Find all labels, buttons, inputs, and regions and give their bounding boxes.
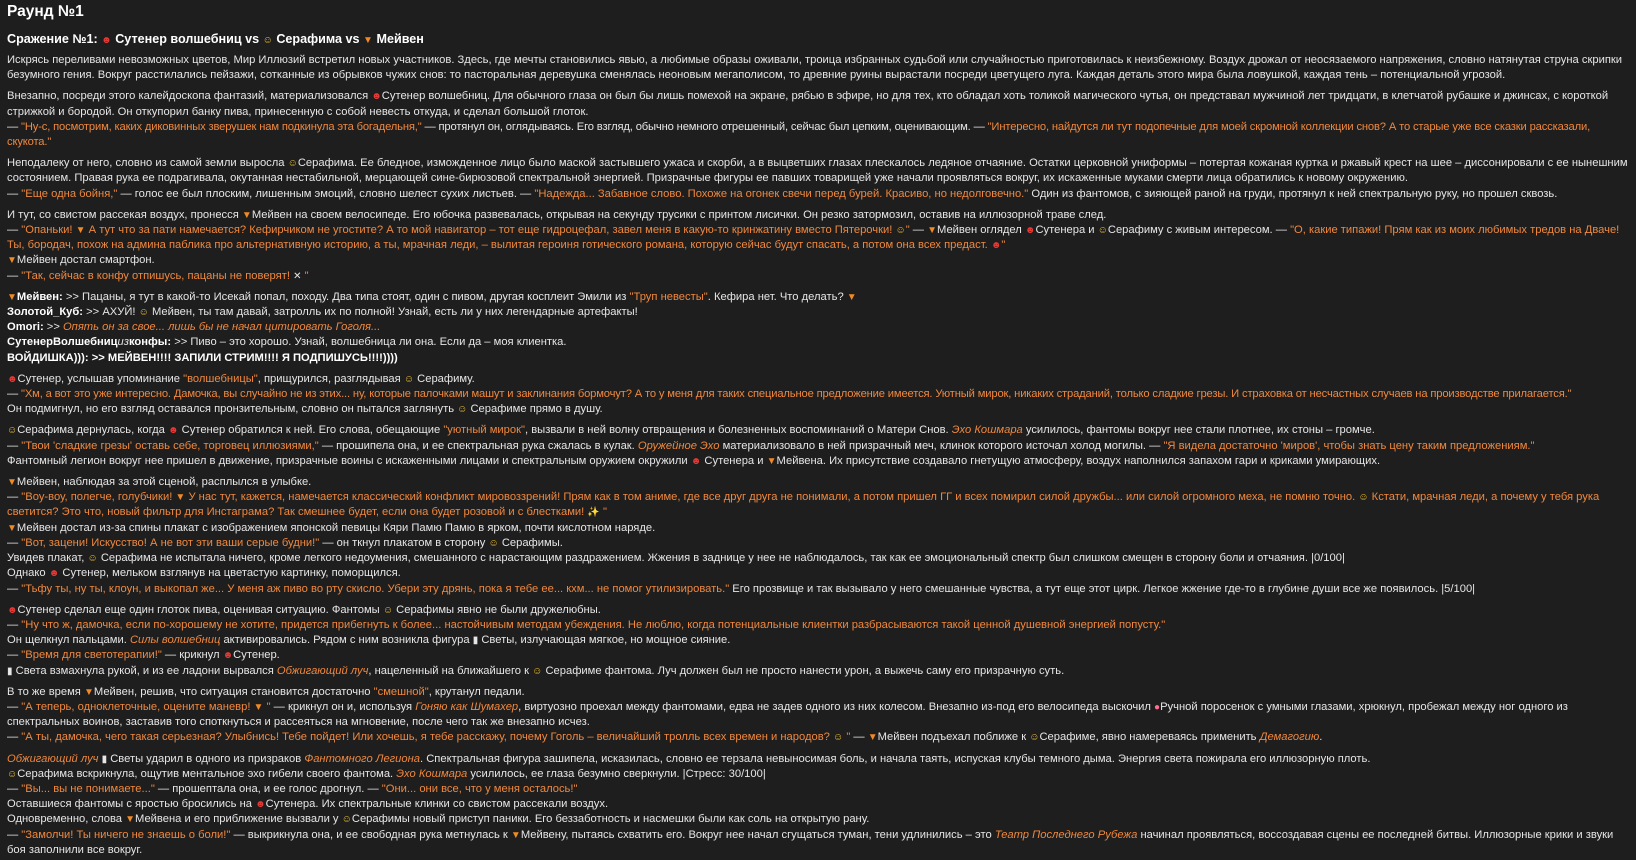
text-line: ☻Сутенер, услышав упоминание "волшебницы", прищурился, разглядывая ☺ Серафиму.	[7, 372, 475, 385]
devil-face-icon: ☻	[48, 568, 60, 580]
pig-face-icon: ●	[1154, 701, 1161, 713]
smiling-face-icon: ☺	[895, 225, 906, 237]
fox-face-icon: ▼	[83, 686, 94, 698]
smiling-face-icon: ☺	[287, 158, 298, 170]
text-line: ☺Серафима дернулась, когда ☻ Сутенер обратился к ней. Его слова, обещающие "уютный мирок", вызвали в ней волну отвращения и болезненных воспоминаний о Матери Снов. Эхо Кошмара усилилось, фантомы вокруг нее стали плотнее, их стоны – громче.	[7, 424, 1375, 437]
chat-message: Золотой_Куб: >> АХУЙ! ☺ Мейвен, ты там давай, затролль их по полной! Узнай, есть ли у них легендарные артефакты!	[7, 306, 638, 319]
fox-face-icon: ▼	[363, 35, 373, 46]
devil-face-icon: ☻	[222, 650, 234, 662]
fox-face-icon: ▼	[927, 225, 937, 237]
fox-face-icon: ▼	[7, 291, 17, 303]
candle-icon: ▮	[472, 635, 479, 647]
text-line: ▼Мейвен достал смартфон.	[7, 254, 155, 267]
text-line: Фантомный легион вокруг нее пришел в движение, призрачные воины с искаженными лицами и спектральным оружием окружили ☻ Сутенера и ▼Мейвена. Их присутствие создавало гнетущую атмосферу, воздух наполнился запахом гари и криками умирающих.	[7, 454, 1381, 467]
text-line: Увидев плакат, ☺ Серафима не испытала ничего, кроме легкого недоумения, смешанного с нарастающим раздражением. Жжения в заднице у нее не наблюдалось, так как ее эмоциональный спектр был слишком смещен в сторону боли и отчаяния. |0/100|	[7, 552, 1345, 565]
smiling-face-icon: ☺	[382, 604, 394, 616]
paragraph-maven-maneuver: В то же время ▼Мейвен, решив, что ситуация становится достаточно "смешной", крутанул педали. — "А теперь, одноклеточные, оцените маневр! ▼ " — крикнул он и, используя Гоняю как Шумахер, виртуозно проехал между фантомами, едва не задев одного из них колесом. Внезапно из-под его велосипеда выскочил ●Ручной поросенок с умными глазами, хрюкнул, пробежал между ног одного из спектральных воинов, заставив того споткнуться и рассеяться на мгновение, после чего так же внезапно исчез. — "А ты, дамочка, чего такая серьезная? Улыбнись! Тебе пойдет! Или хочешь, я тебе расскажу, почему Гоголь – величайший тролль всех времен и народов? ☺ " — ▼Мейвен подъехал поближе к ☺Серафиме, явно намереваясь применить Демагогию.	[7, 685, 1628, 746]
smiling-face-icon: ☺	[1358, 492, 1369, 504]
text-line: ▮ Света взмахнула рукой, и из ее ладони вырвался Обжигающий луч, нацеленный на ближайшего к ☺ Серафиме фантома. Луч должен был не просто нанести урон, а выжечь саму его призрачную суть.	[7, 664, 1065, 677]
devil-face-icon: ☻	[255, 799, 266, 811]
smiling-face-icon: ☺	[262, 35, 273, 46]
chat-log	[7, 290, 1628, 366]
smiling-face-icon: ☺	[7, 425, 18, 437]
fox-face-icon: ▼	[125, 814, 136, 826]
text-line: ▼Мейвен достал из-за спины плакат с изображением японской певицы Кяри Памю Памю в ярком, почти кислотном наряде.	[7, 521, 656, 534]
smiling-face-icon: ☺	[457, 404, 468, 416]
fox-face-icon: ▼	[175, 492, 186, 504]
devil-face-icon: ☻	[1024, 225, 1036, 237]
smiling-face-icon: ☺	[7, 768, 18, 780]
text-line: ☻Сутенер сделал еще один глоток пива, оценивая ситуацию. Фантомы ☺ Серафимы явно не были дружелюбны.	[7, 603, 601, 616]
devil-face-icon: ☻	[101, 35, 112, 46]
dialogue-line: — "Время для светотерапии!" — крикнул ☻Сутенер.	[7, 649, 280, 662]
fox-face-icon: ▼	[241, 209, 252, 221]
paragraph-maven-appears: И тут, со свистом рассекая воздух, пронесся ▼Мейвен на своем велосипеде. Его юбочка развевалась, открывая на секунду трусики с принтом лисички. Он резко затормозил, оставив на иллюзорной траве след. — "Опаньки! ▼ А тут что за пати намечается? Кефирчиком не угостите? А то мой навигатор – тот еще гидроцефал, завел меня в какую-то кринжатину вместо Пятерочки! ☺" — ▼Мейвен оглядел ☻Сутенера и ☺Серафиму с живым интересом. — "О, какие типажи! Прям как из моих любимых тредов на Дваче! Ты, бородач, похож на админа паблика про альтернативную историю, а ты, мрачная леди, – вылитая героиня готического романа, которую сейчас будут спасать, а потом она всех предаст. ☻" ▼Мейвен достал смартфон. — "Так, сейчас в конфу отпишусь, пацаны не поверят! ✕ "	[7, 208, 1628, 284]
fox-face-icon: ▼	[766, 455, 777, 467]
smiling-face-icon: ☺	[341, 814, 352, 826]
text-line: Он подмигнул, но его взгляд оставался пронзительным, словно он пытался заглянуть ☺ Серафиме прямо в душу.	[7, 403, 603, 416]
paragraph-maven-poster: ▼Мейвен, наблюдая за этой сценой, расплылся в улыбке. — "Воу-воу, полегче, голубчики! ▼ У нас тут, кажется, намечается классический конфликт мировоззрений! Прям как в том аниме, где все друг друга не понимали, а потом пришел ГГ и всех помирил силой дружбы... или силой огромного меха, не помню точно. ☺ Кстати, мрачная леди, а почему у тебя рука светится? Это что, новый фильтр для Инстаграма? Так смешнее будет, если она будет розовой и с блестками! ✨ " ▼Мейвен достал из-за спины плакат с изображением японской певицы Кяри Памю Памю в ярком, почти кислотном наряде. — "Вот, зацени! Искусство! А не вот эти ваши серые будни!" — он ткнул плакатом в сторону ☺ Серафимы. Увидев плакат, ☺ Серафима не испытала ничего, кроме легкого недоумения, смешанного с нарастающим раздражением. Жжения в заднице у нее не наблюдалось, так как ее эмоциональный спектр был слишком смещен в сторону боли и отчаяния. |0/100| Однако ☻ Сутенер, мельком взглянув на цветастую картинку, поморщился. — "Тьфу ты, ну ты, клоун, и выкопал же... У меня аж пиво во рту скисло. Убери эту дрянь, пока я тебе ее... кхм... не помог утилизировать." Его прозвище и так вызывало у него смешанные чувства, а тут еще этот цирк. Легкое жжение где-то в глубине души все же появилось. |5/100|	[7, 475, 1628, 597]
fox-face-icon: ▼	[510, 829, 521, 841]
candle-icon: ▮	[7, 665, 13, 677]
devil-face-icon: ☻	[690, 455, 702, 467]
chat-message: ВОЙДИШКА))): >> МЕЙВЕН!!!! ЗАПИЛИ СТРИМ!!!! Я ПОДПИШУСЬ!!!!))))	[7, 351, 398, 364]
text-line: Он щелкнул пальцами. Силы волшебниц активировались. Рядом с ним возникла фигура ▮ Светы, излучающая мягкое, но мощное сияние.	[7, 634, 731, 647]
grinning-face-icon: ☺	[138, 307, 149, 319]
text-line: безумного гения. Вокруг расстилались пейзажи, сотканные из обрывков чужих снов: то пасторальная деревушка сменялась неоновым мегаполисом, то древние руины вырастали посреди цветущего луга. Каждая деталь этого мира была ловушкой, каждая тень – потенциальной угрозой.	[7, 69, 1506, 82]
devil-face-icon: ☻	[168, 425, 179, 437]
text-line: ☺Серафима вскрикнула, ощутив ментальное эхо гибели своего фантома. Эхо Кошмара усилилось, ее глаза безумно сверкнули. |Стресс: 30/100|	[7, 767, 766, 780]
devil-face-icon: ☻	[7, 373, 18, 385]
smiling-face-icon: ☺	[1097, 225, 1108, 237]
paragraph-serafima-reacts	[7, 423, 1628, 469]
fox-face-icon: ▼	[846, 291, 857, 303]
paragraph-pimp-appears: Внезапно, посреди этого калейдоскопа фантазий, материализовался ☻Сутенер волшебниц. Для обычного глаза он был бы лишь помехой на экране, рябью в эфире, но для тех, кто обладал хоть толикой магического чутья, он представал мужчиной лет тридцати, в клетчатой рубашке и джинсах, с короткой стрижкой и бородой. Он откупорил банку пива, принесенную с собой невесть откуда, и сделал большой глоток. — "Ну-с, посмотрим, каких диковинных зверушек нам подкинула эта богадельня," — протянул он, оглядываясь. Его взгляд, обычно немного отрешенный, сейчас был цепким, оценивающим. — "Интересно, найдутся ли тут подопечные для моей скромной коллекции снов? А то старые уже все сказки рассказали, скукота."	[7, 89, 1628, 150]
dialogue-line: — "А ты, дамочка, чего такая серьезная? Улыбнись! Тебе пойдет! Или хочешь, я тебе расскажу, почему Гоголь – величайший тролль всех времен и народов? ☺ " — ▼Мейвен подъехал поближе к ☺Серафиме, явно намереваясь применить Демагогию.	[7, 731, 1323, 744]
chat-message: Omori: >> Опять он за свое... лишь бы не начал цитировать Гоголя...	[7, 321, 381, 334]
fox-face-icon: ▼	[867, 732, 878, 744]
text-line: В то же время ▼Мейвен, решив, что ситуация становится достаточно "смешной", крутанул педали.	[7, 685, 525, 698]
candle-icon: ▮	[101, 753, 108, 765]
paragraph-pimp-interest	[7, 372, 1628, 418]
battle-heading: Сражение №1: ☻ Сутенер волшебниц vs ☺ Серафима vs ▼ Мейвен	[7, 32, 424, 46]
smiling-face-icon: ☺	[488, 537, 499, 549]
devil-face-icon: ☻	[990, 240, 1002, 252]
dialogue-line: — "Хм, а вот это уже интересно. Дамочка, вы случайно не из этих... ну, которые палочками машут и заклинания бормочут? А то у меня для таких специальное предложение имеется. Уютный мирок, никаких страданий, только сладкие грезы. И страховка от несчастных случаев на производстве прилагается."	[7, 388, 1572, 401]
sparkles-icon: ✨	[587, 507, 600, 519]
text-line: Искрясь переливами невозможных цветов, Мир Иллюзий встретил новых участников. Здесь, где мечты становились явью, а любимые образы оживали, троица избранных судьбой или случайностью приготовилась к неизбежному. Воздух дрожал от неосязаемого напряжения, словно натянутая струна скрипки	[7, 54, 1623, 66]
fox-face-icon: ▼	[7, 477, 17, 489]
dialogue-line: — "Твои 'сладкие грезы' оставь себе, торговец иллюзиями," — прошипела она, и ее спектральная рука сжалась в кулак. Оружейное Эхо материализовало в ней призрачный меч, клинок которого источал холод могилы. — "Я видела достаточно 'миров', чтобы знать цену таким предложениям."	[7, 439, 1535, 452]
dialogue-line: — "Вот, зацени! Искусство! А не вот эти ваши серые будни!" — он ткнул плакатом в сторону ☺ Серафимы.	[7, 536, 563, 549]
devil-face-icon: ☻	[371, 91, 382, 103]
text-line: Обжигающий луч ▮ Светы ударил в одного из призраков Фантомного Легиона. Спектральная фигура зашипела, исказилась, словно ее терзала невыносимая боль, и начала таять, испуская клубы темного дыма. Энергия света пожирала его иллюзорную плоть.	[7, 752, 1371, 765]
smiling-face-icon: ☺	[87, 553, 98, 565]
rabbit-icon: ✕	[293, 270, 302, 282]
fox-face-icon: ▼	[7, 522, 17, 534]
paragraph-beam-hits: Обжигающий луч ▮ Светы ударил в одного из призраков Фантомного Легиона. Спектральная фигура зашипела, исказилась, словно ее терзала невыносимая боль, и начала таять, испуская клубы темного дыма. Энергия света пожирала его иллюзорную плоть. ☺Серафима вскрикнула, ощутив ментальное эхо гибели своего фантома. Эхо Кошмара усилилось, ее глаза безумно сверкнули. |Стресс: 30/100| — "Вы... вы не понимаете..." — прошептала она, и ее голос дрогнул. — "Они... они все, что у меня осталось!" Оставшиеся фантомы с яростью бросились на ☻Сутенера. Их спектральные клинки со свистом рассекали воздух. Одновременно, слова ▼Мейвена и его приближение вызвали у ☺Серафимы новый приступ паники. Его беззаботность и насмешки были как соль на открытую рану. — "Замолчи! Ты ничего не знаешь о боли!" — выкрикнула она, и ее свободная рука метнулась к ▼Мейвену, пытаясь схватить его. Вокруг нее начал сгущаться туман, тени удлинились – это Театр Последнего Рубежа начинал проявляться, воссоздавая сцены ее последней битвы. Иллюзорные крики и звуки боя заполнили все вокруг.	[7, 752, 1628, 858]
chat-message: ▼Мейвен: >> Пацаны, я тут в какой-то Исекай попал, походу. Два типа стоят, один с пивом, другая косплеит Эмили из "Труп невесты". Кефира нет. Что делать? ▼	[7, 290, 857, 303]
dialogue-line: — "Тьфу ты, ну ты, клоун, и выкопал же... У меня аж пиво во рту скисло. Убери эту дрянь, пока я тебе ее... кхм... не помог утилизировать." Его прозвище и так вызывало у него смешанные чувства, а тут еще этот цирк. Легкое жжение где-то в глубине души все же появилось. |5/100|	[7, 582, 1476, 595]
paragraph-serafima-appears: Неподалеку от него, словно из самой земли выросла ☺Серафима. Ее бледное, изможденное лицо было маской застывшего ужаса и скорби, а в выцветших глазах плескалось ледяное отчаяние. Остатки церковной униформы – потертая кожаная куртка и ржавый крест на шее – диссонировали с ее нынешним состоянием. Правая рука ее подрагивала, окутанная нестабильной, мерцающей сине-бирюзовой спектральной энергией. Призрачные фигуры ее павших товарищей уже начали проявляться вокруг, их искаженные муками смерти лица обратились к новому окружению. — "Еще одна бойня," — голос ее был плоским, лишенным эмоций, словно шелест сухих листьев. — "Надежда... Забавное слово. Похоже на огонек свечи перед бурей. Красиво, но недолговечно." Один из фантомов, с зияющей раной на груди, протянул к ней спектральную руку, но прошел сквозь.	[7, 156, 1628, 202]
smiling-face-icon: ☺	[1029, 732, 1040, 744]
fox-face-icon: ▼	[7, 255, 17, 267]
devil-face-icon: ☻	[7, 604, 18, 616]
text-line: ▼Мейвен, наблюдая за этой сценой, расплылся в улыбке.	[7, 476, 312, 489]
dialogue-line: — "Вы... вы не понимаете..." — прошептала она, и ее голос дрогнул. — "Они... они все, что у меня осталось!"	[7, 782, 578, 795]
dialogue-line: — "Так, сейчас в конфу отпишусь, пацаны не поверят! ✕ "	[7, 269, 309, 282]
smiling-face-icon: ☺	[403, 373, 415, 385]
paragraph-pimp-attacks	[7, 603, 1628, 679]
paragraph-intro	[7, 53, 1628, 83]
fox-face-icon: ▼	[253, 701, 264, 713]
dialogue-line: — "Ну-с, посмотрим, каких диковинных зверушек нам подкинула эта богадельня," — протянул он, оглядываясь. Его взгляд, обычно немного отрешенный, сейчас был цепким, оценивающим. — "Интересно, найдутся ли тут подопечные для моей скромной коллекции снов? А то старые уже все сказки рассказали, скукота."	[7, 120, 1591, 149]
dialogue-line: — "Ну что ж, дамочка, если по-хорошему не хотите, придется прибегнуть к более... настойчивым методам убеждения. Не люблю, когда потенциальные клиентки разбрасываются такой ценной душевной энергией попусту."	[7, 618, 1166, 631]
fox-face-icon: ▼	[75, 225, 86, 237]
smiling-face-icon: ☺	[532, 665, 543, 677]
round-title: Раунд №1	[7, 3, 84, 20]
smiling-face-icon: ☺	[832, 732, 844, 744]
text-line: Однако ☻ Сутенер, мельком взглянув на цветастую картинку, поморщился.	[7, 567, 401, 580]
text-line: Оставшиеся фантомы с яростью бросились на ☻Сутенера. Их спектральные клинки со свистом рассекали воздух.	[7, 798, 609, 811]
dialogue-line: — "Еще одна бойня," — голос ее был плоским, лишенным эмоций, словно шелест сухих листьев. — "Надежда... Забавное слово. Похоже на огонек свечи перед бурей. Красиво, но недолговечно." Один из фантомов, с зияющей раной на груди, протянул к ней спектральную руку, но прошел сквозь.	[7, 187, 1558, 200]
text-line: И тут, со свистом рассекая воздух, пронесся ▼Мейвен на своем велосипеде. Его юбочка развевалась, открывая на секунду трусики с принтом лисички. Он резко затормозил, оставив на иллюзорной траве след.	[7, 208, 1107, 221]
chat-message: СутенерВолшебницизконфы: >> Пиво – это хорошо. Узнай, волшебница ли она. Если да – моя клиентка.	[7, 336, 567, 349]
text-line: Одновременно, слова ▼Мейвена и его приближение вызвали у ☺Серафимы новый приступ паники. Его беззаботность и насмешки были как соль на открытую рану.	[7, 813, 870, 826]
